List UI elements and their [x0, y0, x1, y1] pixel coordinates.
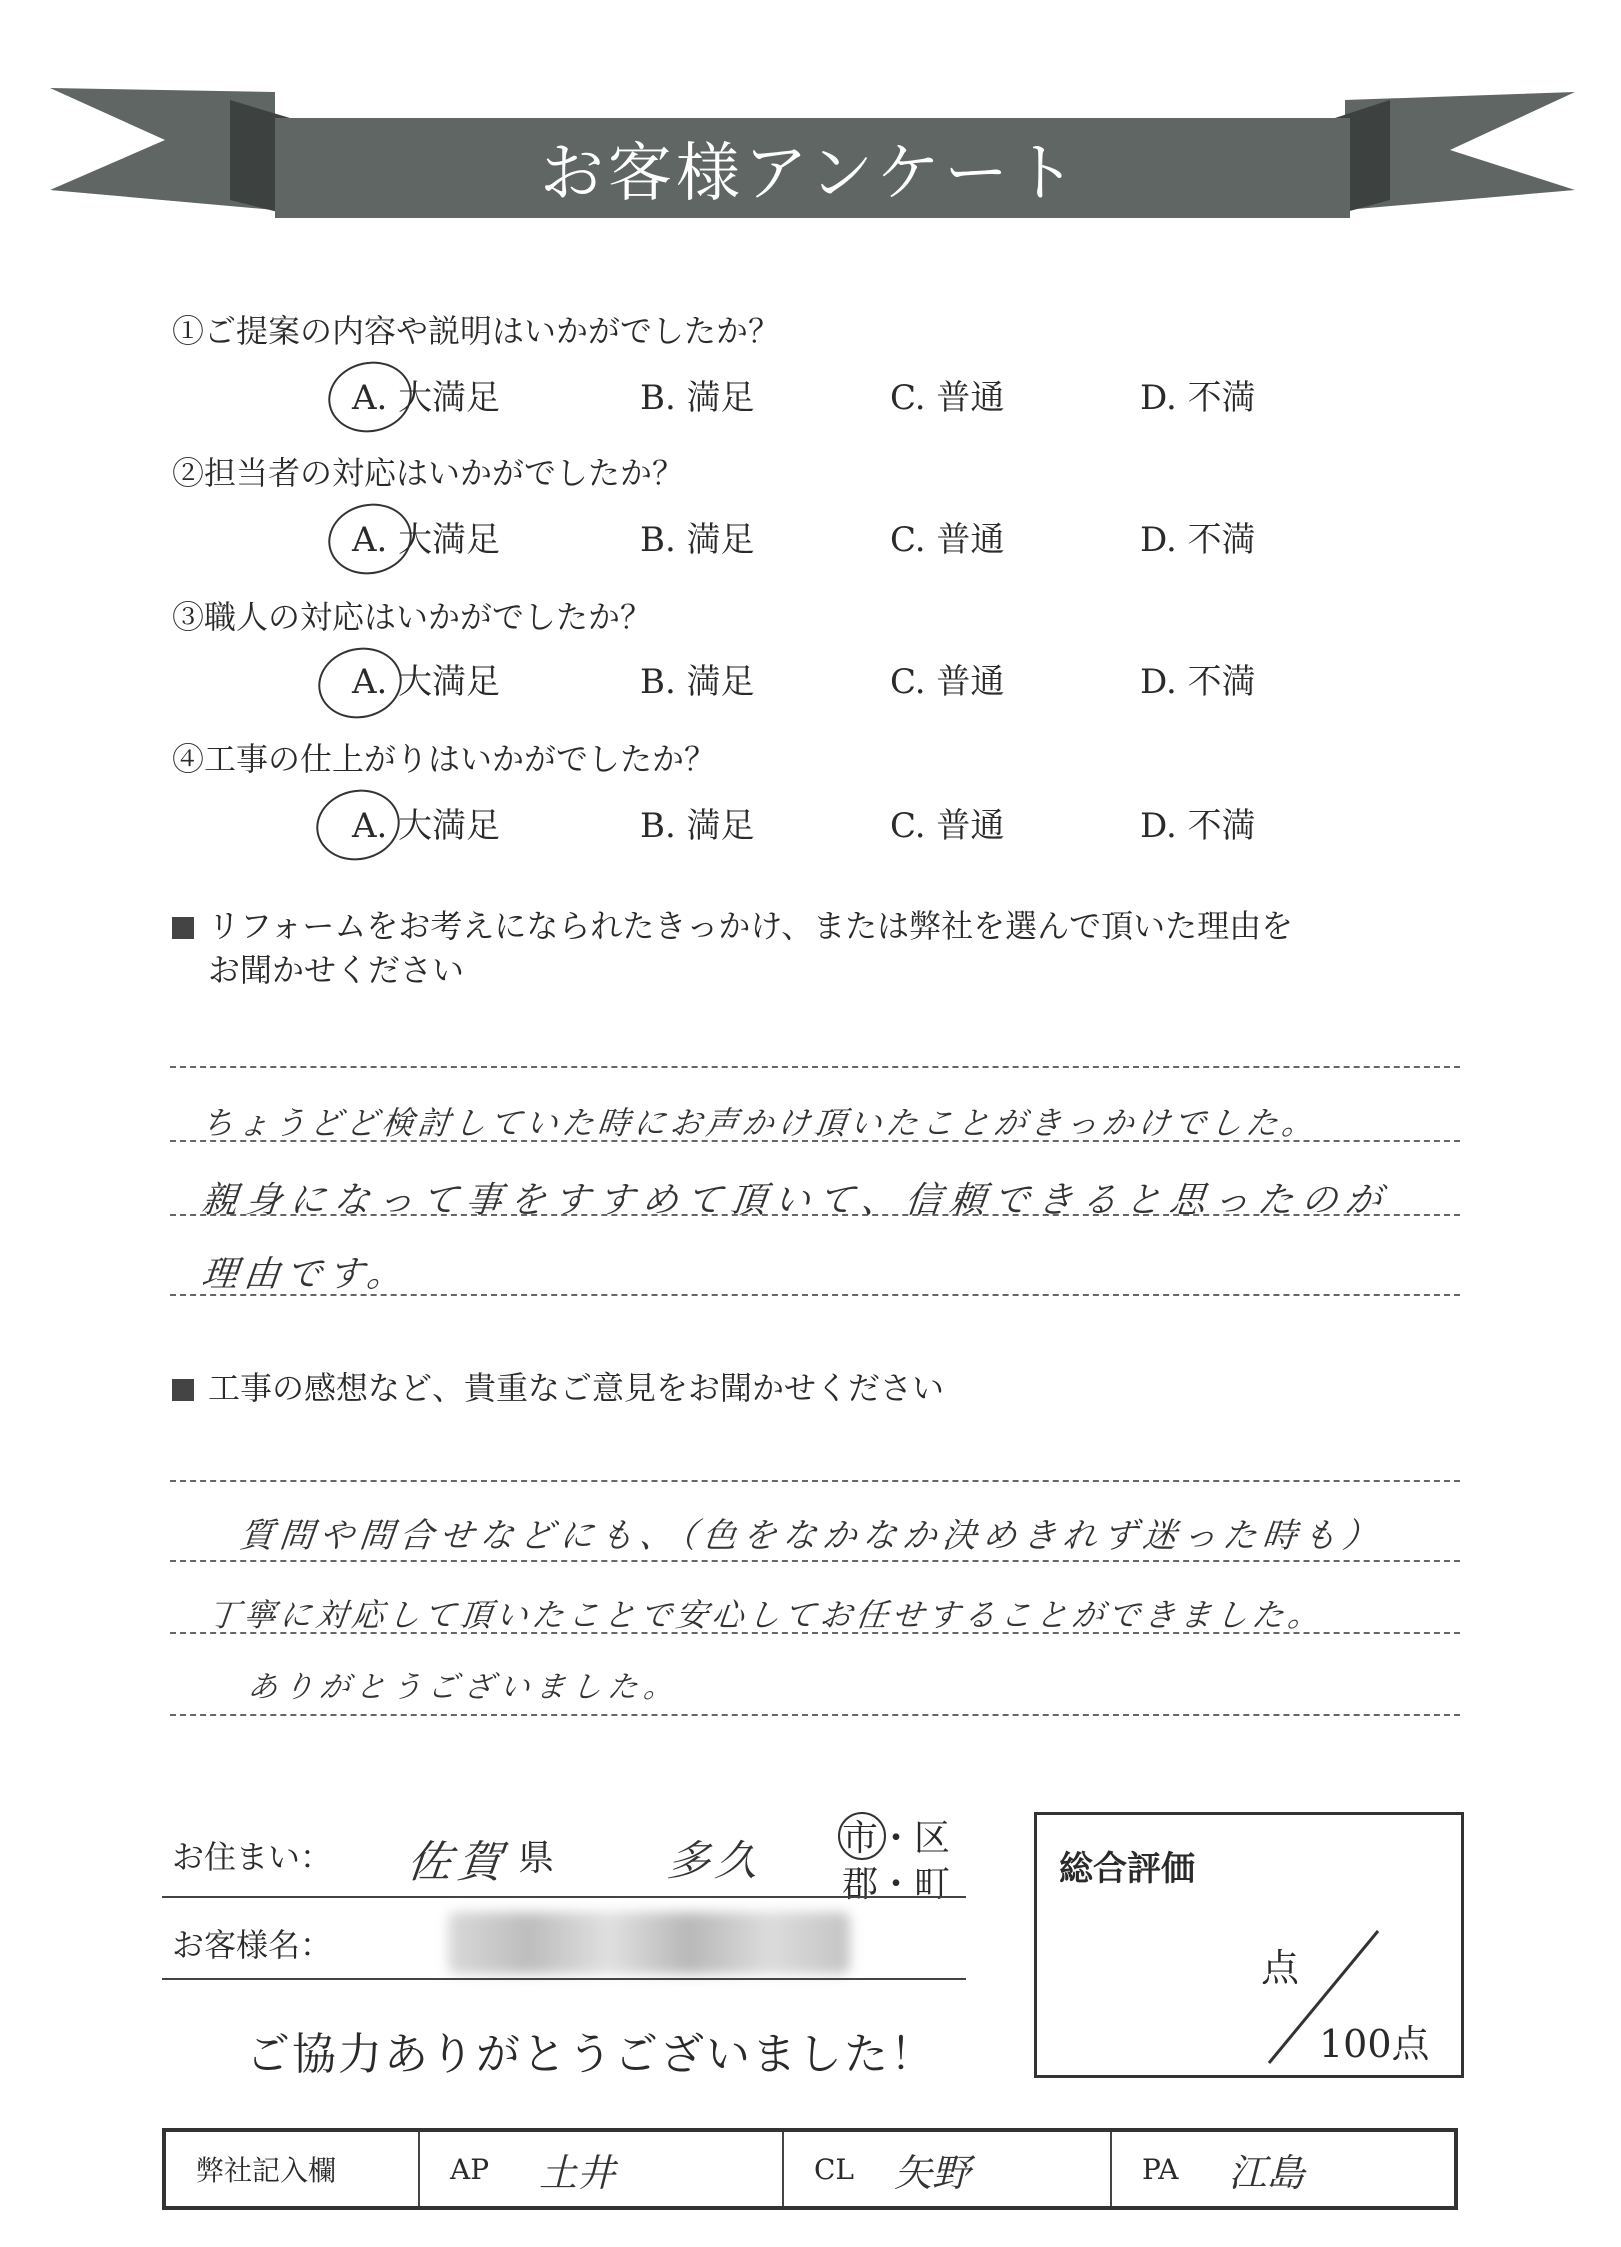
- office-label-cell: [166, 2132, 420, 2206]
- answer-line: [170, 1480, 1460, 1482]
- overall-score-box: [1034, 1812, 1464, 2078]
- score-max: 100点: [1319, 2022, 1430, 2066]
- office-label: 弊社記入欄: [196, 2154, 337, 2187]
- prefecture-value: 佐賀: [404, 1837, 511, 1888]
- q3-choice-c[interactable]: C. 普通: [890, 662, 1005, 702]
- question-4: ④工事の仕上がりはいかがでしたか？: [172, 740, 717, 778]
- unit-row-2: 郡・町: [842, 1864, 951, 1905]
- pa-value: 江島: [1228, 2150, 1305, 2195]
- section1-answer-line3: 理由です。: [199, 1254, 411, 1295]
- cl-value: 矢野: [894, 2150, 971, 2195]
- section2-heading: [172, 1366, 944, 1410]
- q4-choice-b[interactable]: B. 満足: [640, 806, 755, 846]
- q2-choice-d[interactable]: D. 不満: [1140, 520, 1256, 560]
- q3-choice-d[interactable]: D. 不満: [1140, 662, 1256, 702]
- question-1: ①ご提案の内容や説明はいかがでしたか？: [172, 312, 781, 350]
- ap-cell: [420, 2132, 784, 2206]
- pa-cell: [1112, 2132, 1454, 2206]
- ap-label: AP: [450, 2152, 490, 2186]
- unit-row-1: 市・区: [842, 1818, 951, 1859]
- section2-answer-line1: 質問や問合せなどにも、（色をなかなか決めきれず迷った時も）: [237, 1516, 1385, 1556]
- answer-line: [170, 1560, 1460, 1562]
- q1-choice-d[interactable]: D. 不満: [1140, 378, 1256, 418]
- q2-choice-a[interactable]: A. 大満足: [352, 520, 501, 560]
- address-underline: [162, 1896, 966, 1898]
- q3-choice-b[interactable]: B. 満足: [640, 662, 755, 702]
- section1-answer-line1: ちょうどど検討していた時にお声かけ頂いたことがきっかけでした。: [199, 1104, 1320, 1142]
- section1-heading-line2: お聞かせください: [208, 951, 465, 989]
- pa-label: PA: [1142, 2152, 1179, 2186]
- thanks-message: ご協力ありがとうございました！: [246, 2029, 936, 2080]
- q4-choice-c[interactable]: C. 普通: [890, 806, 1005, 846]
- bullet-square-icon: [172, 917, 194, 939]
- customer-name-label: お客様名：: [172, 1926, 333, 1964]
- q2-choice-b[interactable]: B. 満足: [640, 520, 755, 560]
- q1-choice-b[interactable]: B. 満足: [640, 378, 755, 418]
- score-title: 総合評価: [1059, 1849, 1195, 1889]
- q2-choice-c[interactable]: C. 普通: [890, 520, 1005, 560]
- customer-underline: [162, 1978, 966, 1980]
- q4-choice-a[interactable]: A. 大満足: [352, 806, 501, 846]
- answer-line: [170, 1714, 1460, 1716]
- q1-choice-c[interactable]: C. 普通: [890, 378, 1005, 418]
- question-2: ②担当者の対応はいかがでしたか？: [172, 454, 685, 492]
- cl-cell: [784, 2132, 1112, 2206]
- section1-heading-line1: リフォームをお考えになられたきっかけ、または弊社を選んで頂いた理由を: [208, 907, 1294, 945]
- address-label: お住まい：: [172, 1838, 333, 1876]
- office-use-table: [162, 2128, 1458, 2210]
- cl-label: CL: [814, 2152, 855, 2186]
- score-unit: 点: [1261, 1946, 1300, 1990]
- question-3: ③職人の対応はいかがでしたか？: [172, 598, 653, 636]
- section2-answer-line3: ありがとうございました。: [245, 1670, 682, 1705]
- page-title: お客様アンケート: [539, 137, 1081, 211]
- q3-choice-a[interactable]: A. 大満足: [352, 662, 501, 702]
- prefecture-unit: 県: [518, 1838, 555, 1879]
- section2-answer-line2: 丁寧に対応して頂いたことで安心してお任せすることができました。: [205, 1596, 1326, 1634]
- answer-line: [170, 1066, 1460, 1068]
- q4-choice-d[interactable]: D. 不満: [1140, 806, 1256, 846]
- redacted-customer-name: [448, 1912, 850, 1974]
- city-value: 多久: [665, 1836, 767, 1885]
- section1-heading: [172, 904, 1293, 992]
- q1-choice-a[interactable]: A. 大満足: [352, 378, 501, 418]
- section2-heading-text: 工事の感想など、貴重なご意見をお聞かせください: [208, 1369, 945, 1407]
- bullet-square-icon: [172, 1379, 194, 1401]
- ap-value: 土井: [539, 2150, 616, 2195]
- section1-answer-line2: 親身になって事をすすめて頂いて、信頼できると思ったのが: [199, 1180, 1392, 1221]
